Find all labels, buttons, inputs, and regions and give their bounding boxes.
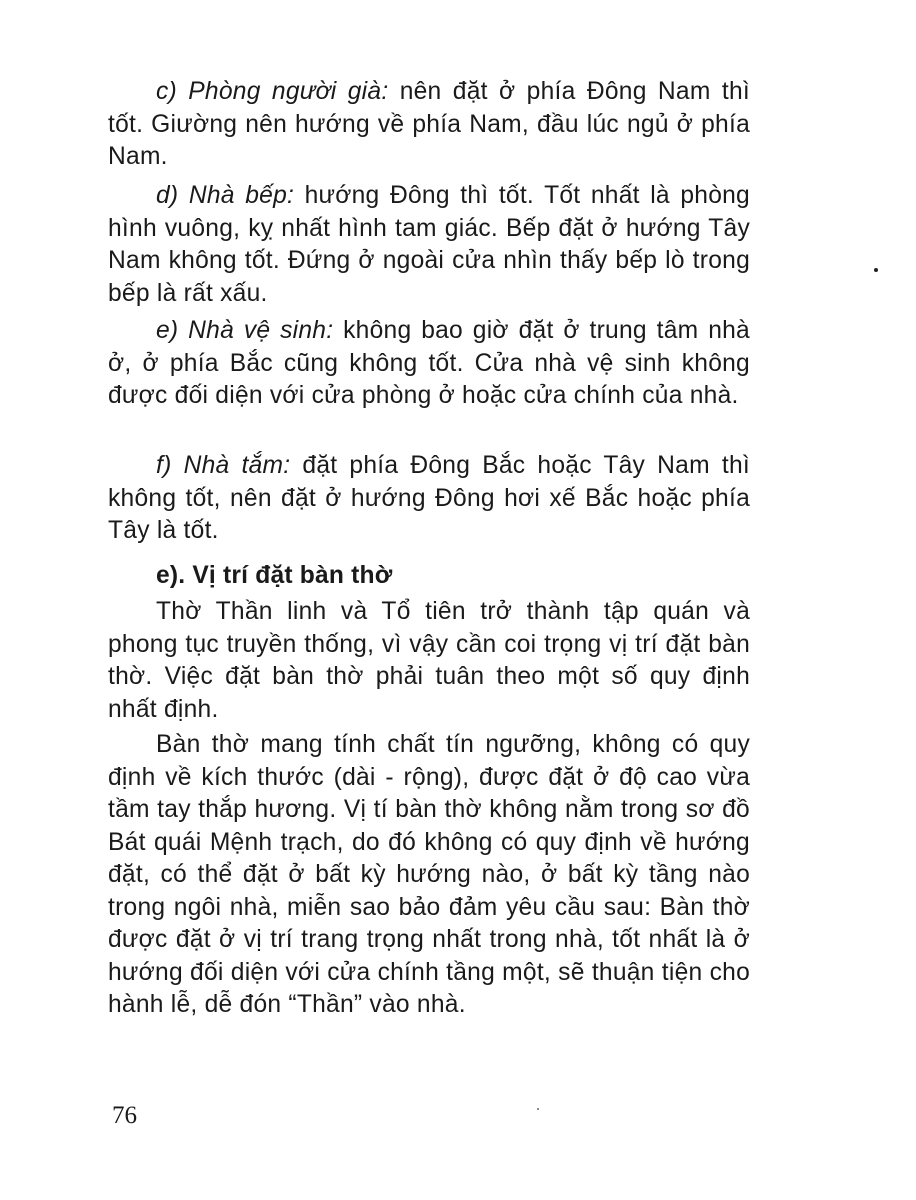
paragraph-label: f) Nhà tắm: — [156, 452, 291, 479]
paragraph-altar-rules — [108, 729, 750, 1022]
paragraph-toilet — [108, 315, 750, 413]
scan-speck — [874, 268, 878, 272]
paragraph-label: c) Phòng người già: — [156, 78, 389, 105]
page-number: 76 — [112, 1102, 137, 1129]
paragraph-text: nên đặt ở phía Đông Nam thì tốt. Giường nên hướng về phía Nam, đầu lúc ngủ ở phía Nam. — [108, 78, 750, 170]
paragraph-altar-intro — [108, 596, 750, 726]
paragraph-text: không bao giờ đặt ở trung tâm nhà ở, ở phía Bắc cũng không tốt. Cửa nhà vệ sinh không được đối diện với cửa phòng ở hoặc cửa chính của nhà. — [108, 317, 750, 409]
paragraph-text: Thờ Thần linh và Tổ tiên trở thành tập quán và phong tục truyền thống, vì vậy cần coi trọng vị trí đặt bàn thờ. Việc đặt bàn thờ phải tuân theo một số quy định nhất định. — [108, 598, 750, 723]
paragraph-label: e) Nhà vệ sinh: — [156, 317, 334, 344]
paragraph-label: d) Nhà bếp: — [156, 182, 295, 209]
section-heading: e). Vị trí đặt bàn thờ — [156, 562, 393, 589]
scan-speck — [537, 1108, 539, 1110]
paragraph-bathroom — [108, 450, 750, 548]
paragraph-text: Bàn thờ mang tính chất tín ngưỡng, không có quy định về kích thước (dài - rộng), được đặt ở độ cao vừa tầm tay thắp hương. Vị tí bàn thờ không nằm trong sơ đồ Bát quái Mệnh trạch, do đó không có quy định về hướng đặt, có thể đặt ở bất kỳ hướng nào, ở bất kỳ tầng nào trong ngôi nhà, miễn sao bảo đảm yêu cầu sau: Bàn thờ được đặt ở vị trí trang trọng nhất trong nhà, tốt nhất là ở hướng đối diện với cửa chính tầng một, sẽ thuận tiện cho hành lễ, dễ đón “Thần” vào nhà. — [108, 731, 750, 1018]
paragraph-text: hướng Đông thì tốt. Tốt nhất là phòng hình vuông, kỵ nhất hình tam giác. Bếp đặt ở hướng Tây Nam không tốt. Đứng ở ngoài cửa nhìn thấy bếp lò trong bếp là rất xấu. — [108, 182, 750, 307]
paragraph-kitchen — [108, 180, 750, 310]
paragraph-elderly-room — [108, 76, 750, 174]
paragraph-text: đặt phía Đông Bắc hoặc Tây Nam thì không tốt, nên đặt ở hướng Đông hơi xế Bắc hoặc phía Tây là tốt. — [108, 452, 751, 544]
